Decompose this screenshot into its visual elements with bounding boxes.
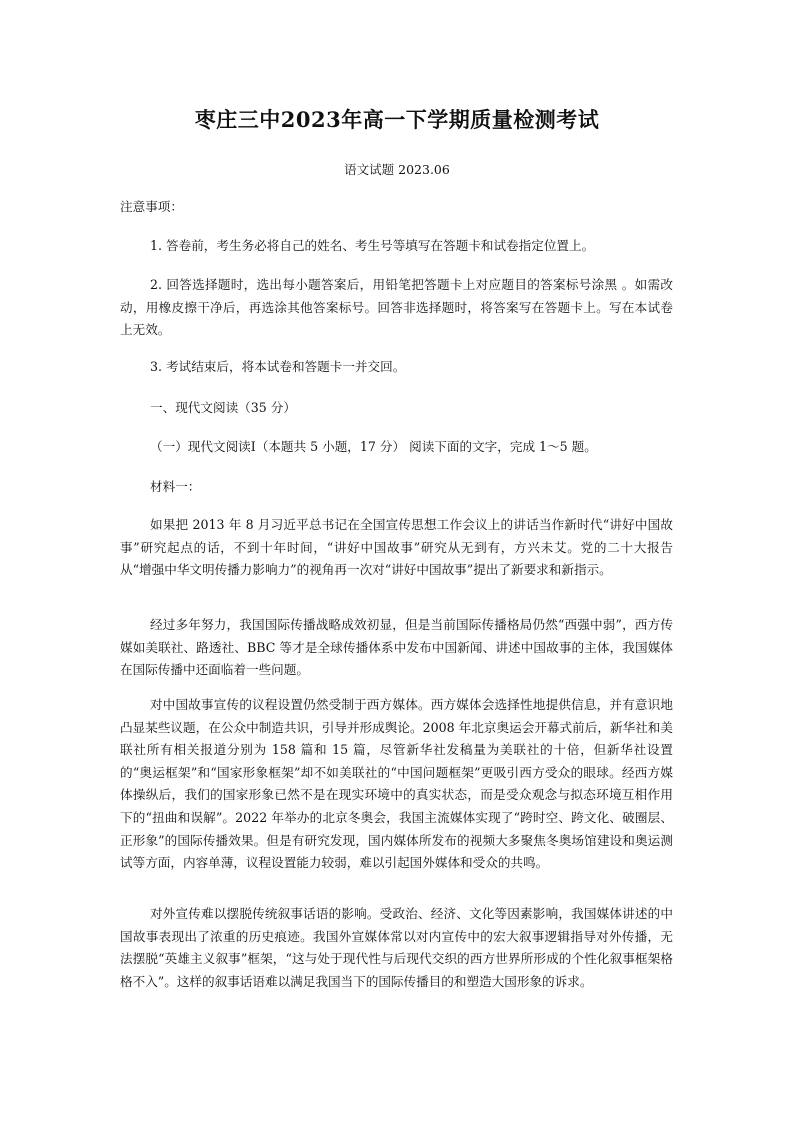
notice-item-2: 2. 回答选择题时，选出每小题答案后，用铅笔把答题卡上对应题目的答案标号涂黑 。如需改动，用橡皮擦干净后，再选涂其他答案标号。回答非选择题时，将答案写在答题卡上。写在本试卷上无效。 xyxy=(120,277,673,338)
paragraph-1: 如果把 2013 年 8 月习近平总书记在全国宣传思想工作会议上的讲话当作新时代“讲好中国故事”研究起点的话，不到十年时间，“讲好中国故事”研究从无到有，方兴未艾。党的二十大报告从“增强中华文明传播力影响力”的视角再一次对“讲好中国故事”提出了新要求和新指示。 xyxy=(120,517,673,578)
exam-title: 枣庄三中2023年高一下学期质量检测考试 xyxy=(194,107,600,132)
material-label: 材料一： xyxy=(150,479,201,494)
paragraph-3: 对中国故事宣传的议程设置仍然受制于西方媒体。西方媒体会选择性地提供信息，并有意识地凸显某些议题，在公众中制造共识，引导并形成舆论。2008 年北京奥运会开幕式前后，新华社和美联社所有相关报道分别为 158 篇和 15 篇，尽管新华社发稿量为美联社的十倍，但新华社设置的“奥运框架”和“国家形象框架”却不如美联社的“中国问题框架”更吸引西方受众的眼球。经西方媒体操纵后，我们的国家形象已然不是在现实环境中的真实状态，而是受众观念与拟态环境互相作用下的“扭曲和误解”。2022 年举办的北京冬奥会，我国主流媒体实现了“跨时空、跨文化、破圈层、正形象”的国际传播效果。但是有研究发现，国内媒体所发布的视频大多聚焦冬奥场馆建设和奥运测试等方面，内容单薄，议程设置能力较弱，难以引起国外媒体和受众的共鸣。 xyxy=(120,697,673,871)
paragraph-4: 对外宣传难以摆脱传统叙事话语的影响。受政治、经济、文化等因素影响，我国媒体讲述的中国故事表现出了浓重的历史痕迹。我国外宣媒体常以对内宣传中的宏大叙事逻辑指导对外传播，无法摆脱“英雄主义叙事”框架，“这与处于现代性与后现代交织的西方世界所形成的个性化叙事框架格格不入”。这样的叙事话语难以满足我国当下的国际传播目的和塑造大国形象的诉求。 xyxy=(120,906,673,989)
section-heading: 一、现代文阅读（35 分） xyxy=(150,400,296,415)
subsection-heading: （一）现代文阅读Ⅰ（本题共 5 小题，17 分） 阅读下面的文字，完成 1～5 题。 xyxy=(150,439,597,454)
exam-subtitle: 语文试题 2023.06 xyxy=(344,162,450,177)
notice-heading: 注意事项： xyxy=(120,199,183,214)
notice-item-1: 1. 答卷前，考生务必将自己的姓名、考生号等填写在答题卡和试卷指定位置上。 xyxy=(150,238,595,253)
paragraph-2: 经过多年努力，我国国际传播战略成效初显，但是当前国际传播格局仍然“西强中弱”，西方传媒如美联社、路透社、BBC 等才是全球传播体系中发布中国新闻、讲述中国故事的主体，我国媒体在国际传播中还面临着一些问题。 xyxy=(120,617,673,678)
notice-item-3: 3. 考试结束后，将本试卷和答题卡一并交回。 xyxy=(150,359,406,374)
